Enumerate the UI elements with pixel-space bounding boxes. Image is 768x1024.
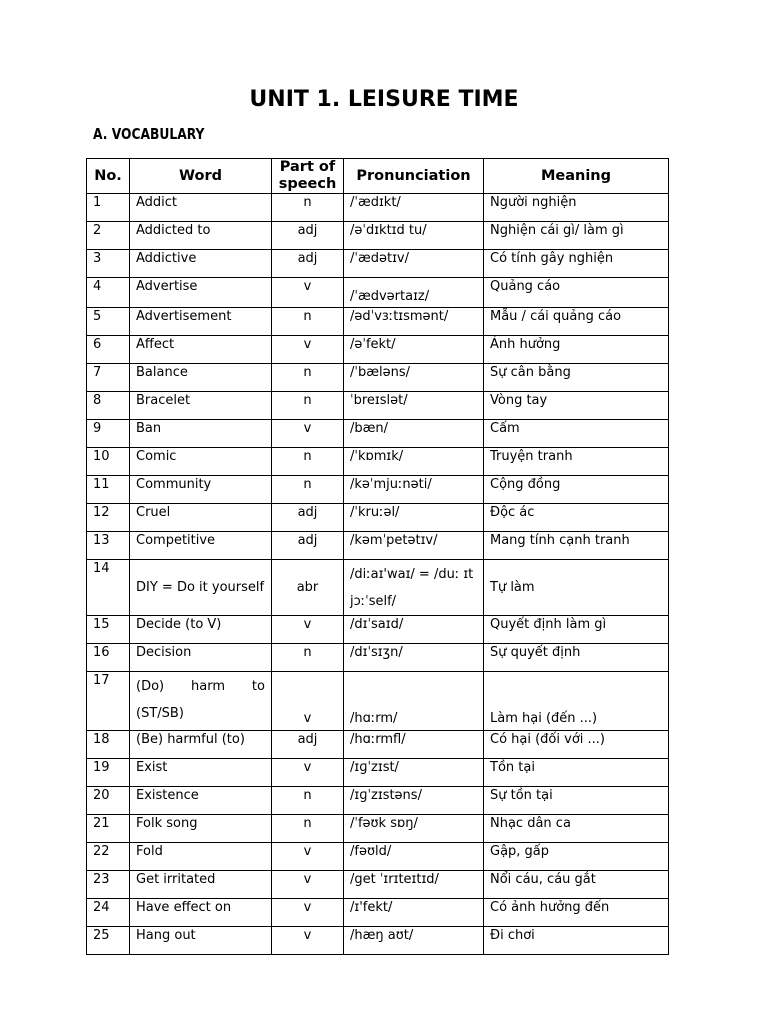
table-row	[87, 504, 669, 532]
cell-no: 7	[87, 364, 130, 392]
cell-meaning: Người nghiện	[484, 194, 669, 222]
cell-part-of-speech: abr	[272, 560, 344, 616]
cell-part-of-speech: v	[272, 927, 344, 955]
cell-part-of-speech: n	[272, 392, 344, 420]
cell-meaning: Mẫu / cái quảng cáo	[484, 308, 669, 336]
cell-pronunciation: /ˈædɪkt/	[344, 194, 484, 222]
table-row	[87, 308, 669, 336]
cell-pronunciation: /ˈkɒmɪk/	[344, 448, 484, 476]
word-part: to	[251, 679, 265, 694]
cell-part-of-speech: n	[272, 787, 344, 815]
cell-no: 19	[87, 759, 130, 787]
table-row	[87, 644, 669, 672]
cell-word: Ban	[130, 420, 272, 448]
cell-pronunciation: /bæn/	[344, 420, 484, 448]
cell-pronunciation: /əˈfekt/	[344, 336, 484, 364]
cell-no: 14	[87, 560, 130, 616]
cell-no: 2	[87, 222, 130, 250]
table-row	[87, 843, 669, 871]
cell-word: Hang out	[130, 927, 272, 955]
cell-part-of-speech: adj	[272, 504, 344, 532]
cell-part-of-speech: v	[272, 759, 344, 787]
cell-pronunciation: /hɑːrmfl/	[344, 731, 484, 759]
cell-meaning: Có tính gây nghiện	[484, 250, 669, 278]
cell-no: 11	[87, 476, 130, 504]
cell-meaning: Độc ác	[484, 504, 669, 532]
cell-pronunciation: /ˈfəʊk sɒŋ/	[344, 815, 484, 843]
cell-word: Affect	[130, 336, 272, 364]
vocabulary-table	[86, 158, 669, 955]
table-row	[87, 476, 669, 504]
table-row	[87, 560, 669, 616]
header-part-of-speech: Part of speech	[272, 159, 344, 194]
table-row	[87, 222, 669, 250]
cell-no: 4	[87, 278, 130, 308]
cell-pronunciation: /get ˈɪrɪteɪtɪd/	[344, 871, 484, 899]
cell-no: 15	[87, 616, 130, 644]
cell-word: Existence	[130, 787, 272, 815]
cell-word: Advertise	[130, 278, 272, 308]
table-row	[87, 815, 669, 843]
cell-part-of-speech: v	[272, 336, 344, 364]
cell-pronunciation: /ɪɡˈzɪst/	[344, 759, 484, 787]
table-row	[87, 871, 669, 899]
cell-pronunciation: /hæŋ aʊt/	[344, 927, 484, 955]
cell-no: 9	[87, 420, 130, 448]
cell-part-of-speech: n	[272, 476, 344, 504]
cell-word: (Be) harmful (to)	[130, 731, 272, 759]
cell-word: Addicted to	[130, 222, 272, 250]
section-heading: A. VOCABULARY	[93, 125, 205, 143]
cell-no: 18	[87, 731, 130, 759]
cell-part-of-speech: v	[272, 843, 344, 871]
cell-word: Folk song	[130, 815, 272, 843]
cell-pronunciation: /kəˈmjuːnəti/	[344, 476, 484, 504]
table-row	[87, 731, 669, 759]
table-row	[87, 392, 669, 420]
cell-meaning: Có ảnh hưởng đến	[484, 899, 669, 927]
cell-pronunciation: /ɪ'fekt/	[344, 899, 484, 927]
cell-word: Exist	[130, 759, 272, 787]
cell-meaning: Ảnh hưởng	[484, 336, 669, 364]
cell-word: Addictive	[130, 250, 272, 278]
table-row	[87, 448, 669, 476]
table-row	[87, 927, 669, 955]
cell-word: Advertisement	[130, 308, 272, 336]
cell-no: 20	[87, 787, 130, 815]
cell-no: 6	[87, 336, 130, 364]
cell-no: 1	[87, 194, 130, 222]
page-title: UNIT 1. LEISURE TIME	[249, 87, 519, 112]
word-line	[136, 673, 265, 700]
table-row	[87, 278, 669, 308]
table-row	[87, 759, 669, 787]
cell-meaning: Quyết định làm gì	[484, 616, 669, 644]
cell-no: 25	[87, 927, 130, 955]
table-row	[87, 364, 669, 392]
pronunciation-line: jɔːˈself/	[350, 594, 397, 609]
cell-pronunciation: /ˈbæləns/	[344, 364, 484, 392]
cell-meaning: Quảng cáo	[484, 278, 669, 308]
cell-part-of-speech: n	[272, 448, 344, 476]
cell-word: Competitive	[130, 532, 272, 560]
cell-meaning: Tự làm	[484, 560, 669, 616]
cell-part-of-speech: adj	[272, 532, 344, 560]
cell-meaning: Tồn tại	[484, 759, 669, 787]
cell-meaning: Cộng đồng	[484, 476, 669, 504]
cell-meaning: Đi chơi	[484, 927, 669, 955]
cell-word: DIY = Do it yourself	[130, 560, 272, 616]
cell-word: Addict	[130, 194, 272, 222]
cell-meaning: Làm hại (đến ...)	[484, 672, 669, 731]
cell-no: 3	[87, 250, 130, 278]
table-row	[87, 194, 669, 222]
cell-meaning: Nghiện cái gì/ làm gì	[484, 222, 669, 250]
table-row	[87, 616, 669, 644]
cell-word	[130, 672, 272, 731]
table-row	[87, 532, 669, 560]
cell-part-of-speech: v	[272, 420, 344, 448]
word-part: (Do)	[136, 679, 165, 694]
cell-no: 21	[87, 815, 130, 843]
cell-no: 5	[87, 308, 130, 336]
cell-no: 16	[87, 644, 130, 672]
cell-pronunciation	[344, 560, 484, 616]
cell-word: Balance	[130, 364, 272, 392]
table-row	[87, 336, 669, 364]
pronunciation-line: /diːaɪ'waɪ/ = /duː ɪt	[350, 567, 474, 582]
header-word: Word	[130, 159, 272, 194]
cell-no: 22	[87, 843, 130, 871]
cell-part-of-speech: adj	[272, 222, 344, 250]
cell-no: 24	[87, 899, 130, 927]
cell-part-of-speech: n	[272, 308, 344, 336]
cell-pronunciation: /dɪˈsɪʒn/	[344, 644, 484, 672]
cell-meaning: Có hại (đối với ...)	[484, 731, 669, 759]
cell-pronunciation: /əˈdɪktɪd tu/	[344, 222, 484, 250]
cell-part-of-speech: n	[272, 644, 344, 672]
header-no: No.	[87, 159, 130, 194]
cell-part-of-speech: v	[272, 871, 344, 899]
cell-pronunciation: /ɪɡˈzɪstəns/	[344, 787, 484, 815]
cell-meaning: Truyện tranh	[484, 448, 669, 476]
cell-pronunciation: /hɑːrm/	[344, 672, 484, 731]
cell-meaning: Vòng tay	[484, 392, 669, 420]
cell-meaning: Sự tồn tại	[484, 787, 669, 815]
cell-pronunciation: /ˈædətɪv/	[344, 250, 484, 278]
cell-word: Comic	[130, 448, 272, 476]
cell-pronunciation: /ˈkruːəl/	[344, 504, 484, 532]
cell-pronunciation: /fəʊld/	[344, 843, 484, 871]
word-part: harm	[191, 679, 226, 694]
cell-word: Cruel	[130, 504, 272, 532]
cell-meaning: Sự quyết định	[484, 644, 669, 672]
cell-meaning: Nhạc dân ca	[484, 815, 669, 843]
cell-part-of-speech: n	[272, 815, 344, 843]
cell-part-of-speech: n	[272, 364, 344, 392]
cell-meaning: Gập, gấp	[484, 843, 669, 871]
cell-no: 13	[87, 532, 130, 560]
cell-no: 8	[87, 392, 130, 420]
cell-no: 12	[87, 504, 130, 532]
cell-pronunciation: /kəmˈpetətɪv/	[344, 532, 484, 560]
table-row	[87, 250, 669, 278]
cell-word: Decide (to V)	[130, 616, 272, 644]
cell-part-of-speech: n	[272, 194, 344, 222]
cell-meaning: Cấm	[484, 420, 669, 448]
cell-word: Fold	[130, 843, 272, 871]
header-pronunciation: Pronunciation	[344, 159, 484, 194]
cell-part-of-speech: adj	[272, 731, 344, 759]
cell-part-of-speech: adj	[272, 250, 344, 278]
cell-pronunciation: /dɪˈsaɪd/	[344, 616, 484, 644]
cell-meaning: Mang tính cạnh tranh	[484, 532, 669, 560]
cell-word: Decision	[130, 644, 272, 672]
cell-meaning: Sự cân bằng	[484, 364, 669, 392]
cell-pronunciation: /ˈædvərtaɪz/	[344, 278, 484, 308]
cell-no: 17	[87, 672, 130, 731]
cell-no: 23	[87, 871, 130, 899]
cell-part-of-speech: v	[272, 278, 344, 308]
cell-word: Get irritated	[130, 871, 272, 899]
table-row	[87, 787, 669, 815]
cell-meaning: Nổi cáu, cáu gắt	[484, 871, 669, 899]
table-row	[87, 672, 669, 731]
cell-word: Have effect on	[130, 899, 272, 927]
cell-pronunciation: /ədˈvɜːtɪsmənt/	[344, 308, 484, 336]
header-meaning: Meaning	[484, 159, 669, 194]
table-header-row	[87, 159, 669, 194]
cell-part-of-speech: v	[272, 899, 344, 927]
cell-pronunciation: ˈbreɪslət/	[344, 392, 484, 420]
cell-word: Community	[130, 476, 272, 504]
cell-part-of-speech: v	[272, 616, 344, 644]
cell-no: 10	[87, 448, 130, 476]
cell-word: Bracelet	[130, 392, 272, 420]
table-row	[87, 899, 669, 927]
table-row	[87, 420, 669, 448]
cell-part-of-speech: v	[272, 672, 344, 731]
word-line: (ST/SB)	[136, 706, 184, 721]
